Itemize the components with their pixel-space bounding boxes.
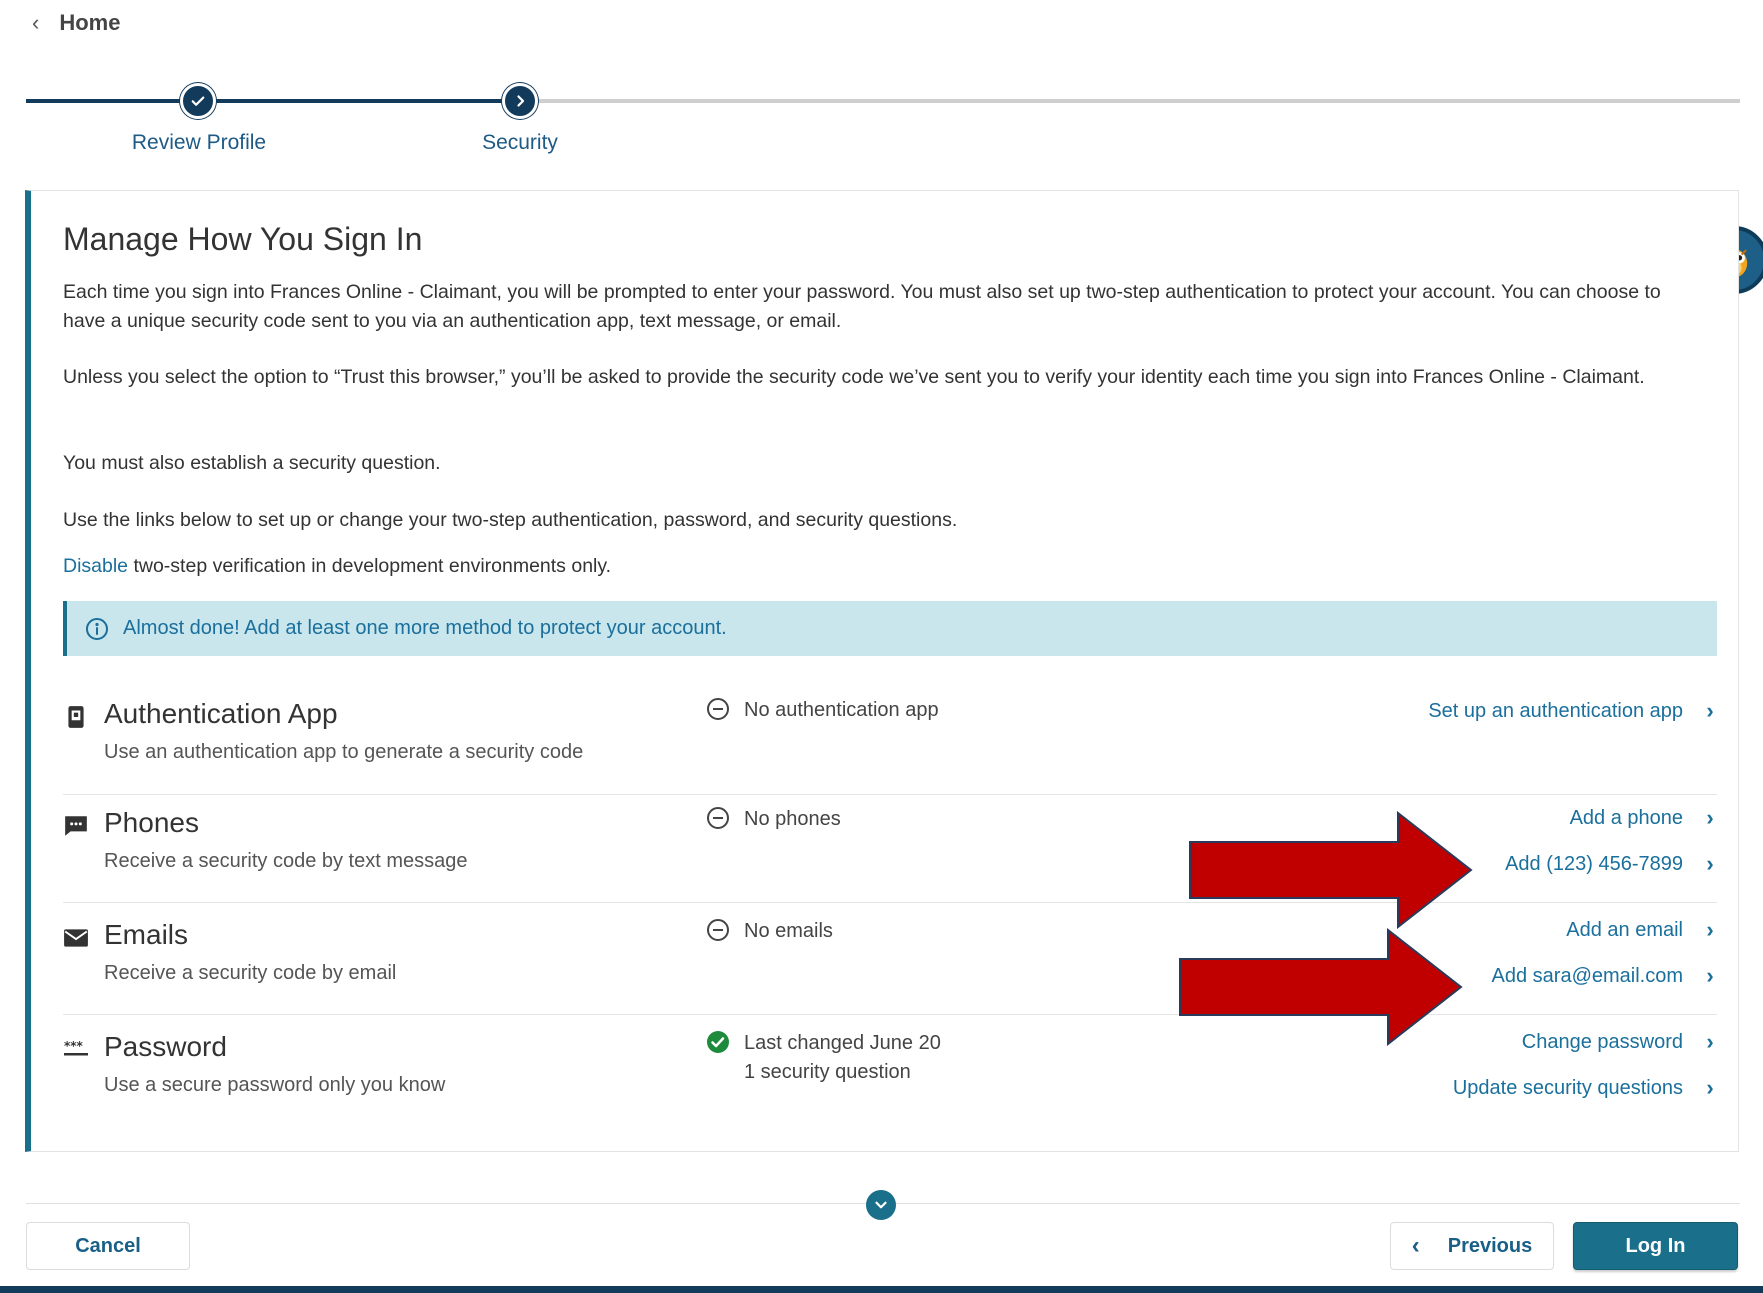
minus-circle-icon (706, 697, 730, 721)
previous-button[interactable] (1390, 1222, 1554, 1270)
chevron-right-icon: › (1706, 698, 1714, 723)
method-status (706, 917, 833, 946)
method-status (706, 696, 939, 725)
status-text: No phones (744, 808, 841, 830)
trust-browser-paragraph: Unless you select the option to “Trust this browser,” you’ll be asked to provide the security code we’ve sent you to verify your identity each time you sign into Frances Online - Claimant. (63, 366, 1645, 388)
change-password-link[interactable] (1522, 1029, 1717, 1055)
update-security-questions-link[interactable] (1453, 1075, 1717, 1101)
method-row-authentication-app (63, 696, 1717, 795)
status-subtext: 1 security question (744, 1061, 911, 1083)
password-icon (63, 1037, 89, 1063)
check-circle-icon (706, 1030, 730, 1054)
home-back-link[interactable] (32, 10, 120, 36)
method-title: Emails (104, 919, 189, 950)
bottom-bar (0, 1286, 1763, 1293)
info-alert (63, 601, 1717, 656)
action-label: Add a phone (1569, 806, 1683, 829)
method-row-emails (63, 917, 1717, 1015)
chevron-right-icon: › (1706, 917, 1714, 942)
status-text: No authentication app (744, 699, 939, 721)
method-description: Receive a security code by email (104, 962, 397, 984)
chevron-down-icon (872, 1196, 890, 1214)
add-email-link[interactable] (1566, 917, 1717, 943)
method-description: Use a secure password only you know (104, 1074, 446, 1096)
step-security-chevron-icon (502, 83, 538, 119)
chevron-right-icon: › (1706, 963, 1714, 988)
method-title: Authentication App (104, 698, 338, 729)
method-status (706, 805, 841, 834)
method-title: Password (104, 1031, 227, 1062)
add-email-address-link[interactable] (1492, 963, 1717, 989)
status-text: Last changed June 20 (744, 1032, 941, 1054)
annotation-arrow-phone (1188, 811, 1474, 929)
status-text-group (744, 1029, 941, 1087)
manage-sign-in-card (25, 190, 1739, 1152)
add-phone-link[interactable] (1570, 805, 1717, 831)
log-in-button[interactable]: Log In (1573, 1222, 1738, 1270)
annotation-arrow-email (1178, 928, 1464, 1046)
add-phone-number-link[interactable] (1505, 851, 1717, 877)
stepper-progress-complete (26, 99, 538, 103)
chevron-right-icon: › (1706, 1029, 1714, 1054)
chevron-left-icon: ‹ (1411, 1232, 1420, 1259)
page-title: Manage How You Sign In (63, 221, 423, 257)
message-icon (63, 813, 89, 839)
method-description: Use an authentication app to generate a security code (104, 741, 584, 763)
home-label: Home (59, 10, 121, 35)
scroll-down-button[interactable] (866, 1190, 896, 1220)
action-label: Change password (1521, 1030, 1683, 1053)
stepper-progress-remaining (538, 99, 1740, 103)
row-divider (63, 794, 1717, 795)
step-label-security: Security (482, 131, 558, 154)
phone-app-icon (63, 704, 89, 730)
cancel-button[interactable]: Cancel (26, 1222, 190, 1270)
chevron-right-icon: › (1706, 1075, 1714, 1100)
set-up-authentication-app-link[interactable] (1428, 698, 1717, 724)
row-divider (63, 1014, 1717, 1015)
chevron-right-icon: › (1706, 851, 1714, 876)
minus-circle-icon (706, 806, 730, 830)
method-description: Receive a security code by text message (104, 850, 468, 872)
chevron-right-icon: › (1706, 805, 1714, 830)
status-text: No emails (744, 920, 833, 942)
envelope-icon (63, 925, 89, 951)
action-label: Set up an authentication app (1428, 699, 1683, 722)
step-review-profile-check-icon (180, 83, 216, 119)
previous-label: Previous (1447, 1234, 1533, 1257)
method-status (706, 1029, 941, 1087)
alert-text: Almost done! Add at least one more method to protect your account. (123, 617, 727, 639)
disable-link[interactable]: Disable (63, 555, 129, 577)
action-label: Update security questions (1452, 1076, 1683, 1099)
intro-paragraph: Each time you sign into Frances Online - Claimant, you will be prompted to enter your password. You must also set up two-step authentication to protect your account. You can choose to have a unique security code sent to you via an authentication app, text message, or email. (63, 281, 1661, 332)
links-instruction-paragraph: Use the links below to set up or change your two-step authentication, password, and security questions. (63, 509, 958, 531)
step-label-review-profile: Review Profile (131, 131, 267, 154)
method-title: Phones (104, 807, 199, 838)
disable-paragraph (63, 552, 1703, 581)
svg-text:***: *** (64, 1039, 83, 1053)
info-icon (85, 617, 109, 641)
action-label: Add (123) 456-7899 (1505, 852, 1683, 875)
minus-circle-icon (706, 918, 730, 942)
action-label: Add sara@email.com (1491, 964, 1683, 987)
action-label: Add an email (1566, 918, 1683, 941)
chevron-left-icon: ‹ (32, 10, 40, 35)
security-question-paragraph: You must also establish a security question. (63, 452, 441, 474)
method-row-password (63, 1029, 1717, 1129)
disable-paragraph-text: two-step verification in development environments only. (128, 555, 612, 577)
